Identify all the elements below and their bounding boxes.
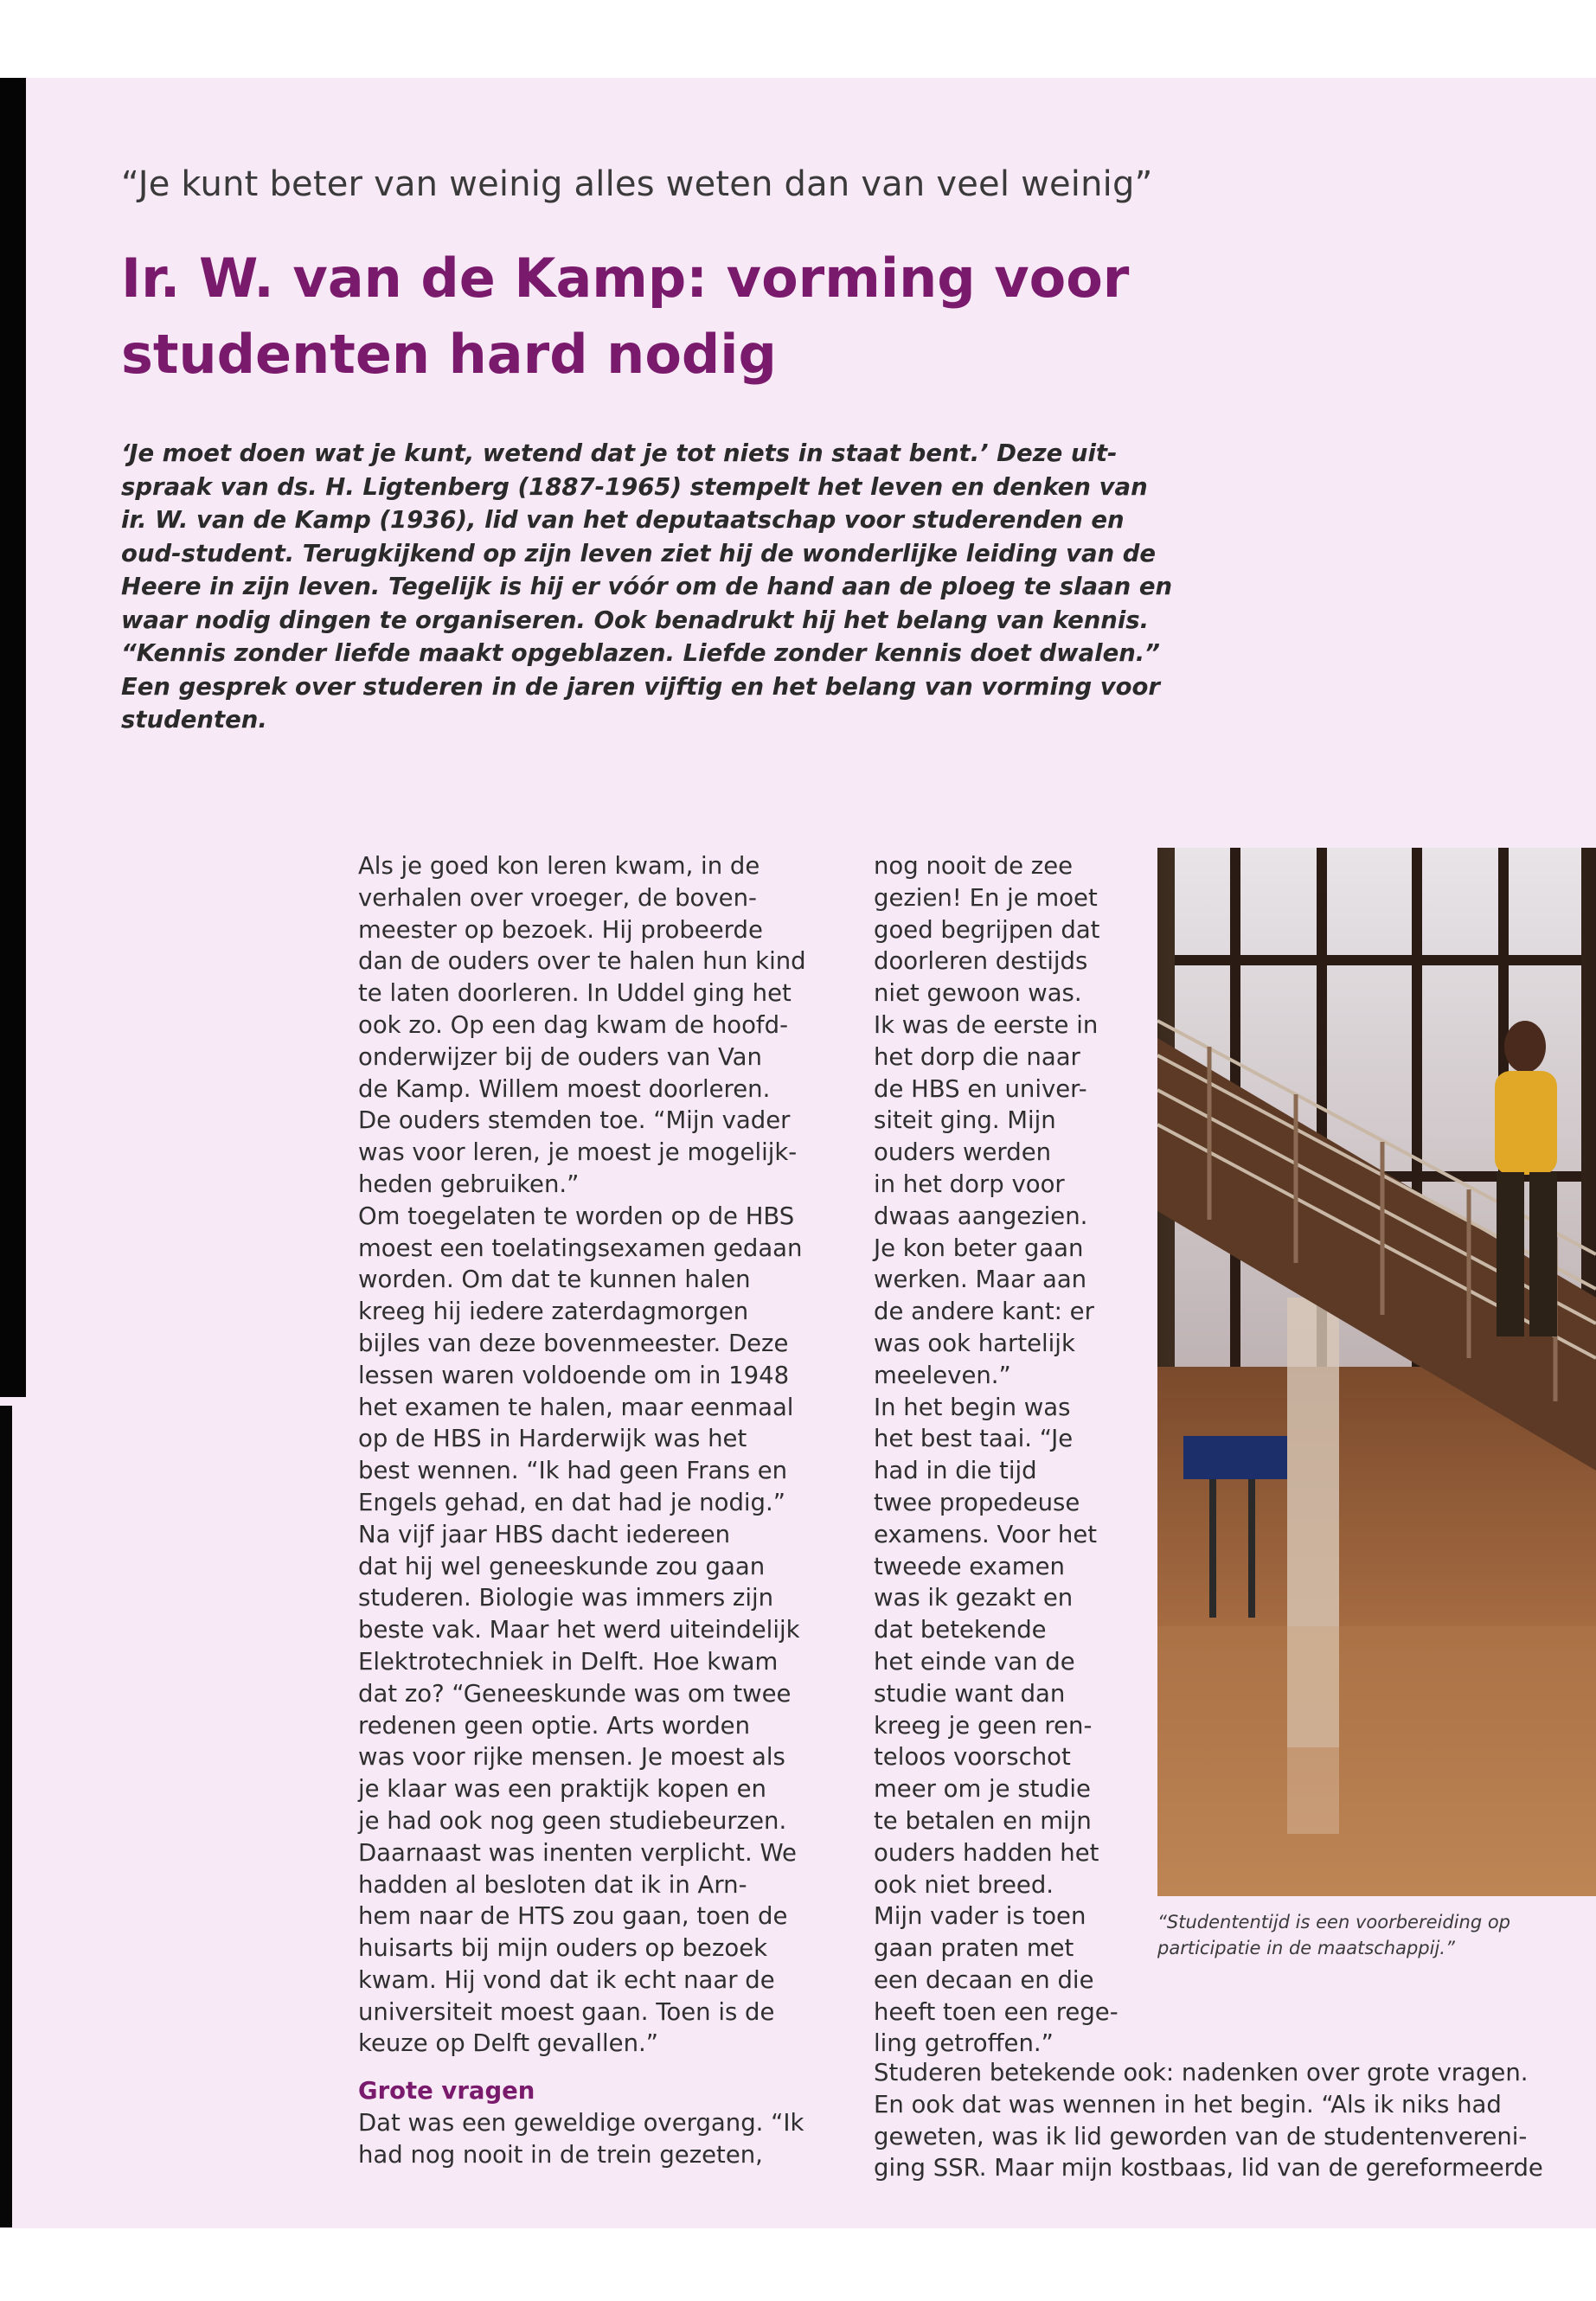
section-subheading: Grote vragen xyxy=(358,2077,535,2106)
text-line: Ik was de eerste in xyxy=(874,1010,1099,1039)
text-line: de HBS en univer- xyxy=(874,1074,1087,1103)
text-line: In het begin was xyxy=(874,1393,1071,1421)
body-column-left xyxy=(358,850,851,2171)
text-line: nog nooit de zee xyxy=(874,852,1074,880)
text-line: niet gewoon was. xyxy=(874,979,1082,1008)
intro-line: studenten. xyxy=(121,706,267,734)
text-line: bijles van deze bovenmeester. Deze xyxy=(358,1329,789,1357)
text-line: kreeg je geen ren- xyxy=(874,1711,1093,1740)
photo-caption xyxy=(1157,1909,1564,1961)
intro-line: “Kennis zonder liefde maakt opgeblazen. Liefde zonder kennis doet dwalen.” xyxy=(121,639,1160,667)
text-line: was voor leren, je moest je mogelijk- xyxy=(358,1138,798,1167)
text-line: dat betekende xyxy=(874,1616,1047,1644)
text-line: best wennen. “Ik had geen Frans en xyxy=(358,1457,788,1485)
intro-line: Een gesprek over studeren in de jaren vijftig en het belang van vorming voor xyxy=(121,672,1160,701)
intro-line: oud-student. Terugkijkend op zijn leven ziet hij de wonderlijke leiding van de xyxy=(121,539,1157,567)
text-line: dat hij wel geneeskunde zou gaan xyxy=(358,1552,766,1580)
text-line: hadden al besloten dat ik in Arn- xyxy=(358,1870,747,1899)
body-full-width-continuation xyxy=(874,2057,1566,2184)
text-line: verhalen over vroeger, de boven- xyxy=(358,883,757,912)
staircase-photo xyxy=(1157,848,1596,1896)
intro-line: ir. W. van de Kamp (1936), lid van het deputaatschap voor studerenden en xyxy=(121,506,1125,534)
text-line: siteit ging. Mijn xyxy=(874,1106,1056,1135)
text-line: de andere kant: er xyxy=(874,1298,1094,1326)
binding-edge-lower xyxy=(0,1406,12,2227)
text-line: De ouders stemden toe. “Mijn vader xyxy=(358,1106,791,1135)
text-line: En ook dat was wennen in het begin. “Als ik niks had xyxy=(874,2090,1502,2118)
text-line: Daarnaast was inenten verplicht. We xyxy=(358,1838,797,1867)
text-line: Mijn vader is toen xyxy=(874,1902,1086,1931)
text-line: teloos voorschot xyxy=(874,1743,1071,1772)
text-line: had nog nooit in de trein gezeten, xyxy=(358,2140,763,2169)
text-line: Engels gehad, en dat had je nodig.” xyxy=(358,1488,785,1516)
text-line: ling getroffen.” xyxy=(874,2029,1054,2058)
text-line: meer om je studie xyxy=(874,1775,1091,1804)
text-line: tweede examen xyxy=(874,1552,1065,1580)
text-line: ouders hadden het xyxy=(874,1838,1099,1867)
text-line: goed begrijpen dat xyxy=(874,915,1100,944)
text-line: ging SSR. Maar mijn kostbaas, lid van de gereformeerde xyxy=(874,2154,1543,2182)
text-line: een decaan en die xyxy=(874,1965,1094,1994)
intro-line: Heere in zijn leven. Tegelijk is hij er vóór om de hand aan de ploeg te slaan en xyxy=(121,573,1173,600)
text-line: je klaar was een praktijk kopen en xyxy=(358,1775,766,1804)
text-line: heeft toen een rege- xyxy=(874,1997,1118,2026)
text-line: universiteit moest gaan. Toen is de xyxy=(358,1997,775,2026)
text-line: beste vak. Maar het werd uiteindelijk xyxy=(358,1616,800,1644)
text-line: doorleren destijds xyxy=(874,947,1088,976)
text-line: hem naar de HTS zou gaan, toen de xyxy=(358,1902,788,1931)
text-line: het best taai. “Je xyxy=(874,1425,1074,1453)
text-line: je had ook nog geen studiebeurzen. xyxy=(358,1806,787,1835)
text-line: meeleven.” xyxy=(874,1361,1011,1389)
text-line: ook zo. Op een dag kwam de hoofd- xyxy=(358,1010,788,1039)
text-line: dwaas aangezien. xyxy=(874,1202,1088,1230)
text-line: dan de ouders over te halen hun kind xyxy=(358,947,806,976)
intro-line: ‘Je moet doen wat je kunt, wetend dat je tot niets in staat bent.’ Deze uit- xyxy=(121,439,1118,467)
text-line: Elektrotechniek in Delft. Hoe kwam xyxy=(358,1647,779,1676)
text-line: studie want dan xyxy=(874,1679,1066,1708)
text-line: studeren. Biologie was immers zijn xyxy=(358,1584,774,1612)
text-line: werken. Maar aan xyxy=(874,1266,1087,1294)
header-quote: “Je kunt beter van weinig alles weten dan van veel weinig” xyxy=(121,164,1153,204)
text-line: op de HBS in Harderwijk was het xyxy=(358,1425,747,1453)
text-line: het examen te halen, maar eenmaal xyxy=(358,1393,794,1421)
text-line: meester op bezoek. Hij probeerde xyxy=(358,915,763,944)
article-title xyxy=(121,240,1332,393)
text-line: Je kon beter gaan xyxy=(874,1234,1084,1262)
binding-edge xyxy=(0,78,26,1397)
text-line: geweten, was ik lid geworden van de studentenvereni- xyxy=(874,2122,1528,2150)
text-line: was ik gezakt en xyxy=(874,1584,1074,1612)
text-line: het einde van de xyxy=(874,1647,1075,1676)
text-line: Als je goed kon leren kwam, in de xyxy=(358,852,760,880)
text-line: Dat was een geweldige overgang. “Ik xyxy=(358,2109,804,2138)
text-line: was voor rijke mensen. Je moest als xyxy=(358,1743,785,1772)
text-line: de Kamp. Willem moest doorleren. xyxy=(358,1074,771,1103)
text-line: Studeren betekende ook: nadenken over grote vragen. xyxy=(874,2059,1529,2086)
text-line: had in die tijd xyxy=(874,1457,1037,1485)
text-line: keuze op Delft gevallen.” xyxy=(358,2029,658,2058)
text-line: ouders werden xyxy=(874,1138,1052,1167)
text-line: heden gebruiken.” xyxy=(358,1170,580,1198)
text-line: te laten doorleren. In Uddel ging het xyxy=(358,979,792,1008)
intro-line: spraak van ds. H. Ligtenberg (1887-1965) stempelt het leven en denken van xyxy=(121,472,1148,501)
text-line: Na vijf jaar HBS dacht iedereen xyxy=(358,1520,731,1548)
text-line: kreeg hij iedere zaterdagmorgen xyxy=(358,1298,749,1326)
text-line: gaan praten met xyxy=(874,1934,1074,1963)
text-line: gezien! En je moet xyxy=(874,883,1098,912)
text-line: redenen geen optie. Arts worden xyxy=(358,1711,750,1740)
intro-line: waar nodig dingen te organiseren. Ook benadrukt hij het belang van kennis. xyxy=(121,606,1150,634)
article-intro xyxy=(121,437,1211,737)
text-line: moest een toelatingsexamen gedaan xyxy=(358,1234,803,1262)
text-line: lessen waren voldoende om in 1948 xyxy=(358,1361,790,1389)
title-line: Ir. W. van de Kamp: vorming voor xyxy=(121,247,1130,310)
text-line: worden. Om dat te kunnen halen xyxy=(358,1266,751,1294)
text-line: te betalen en mijn xyxy=(874,1806,1092,1835)
text-line: het dorp die naar xyxy=(874,1042,1080,1071)
text-line: kwam. Hij vond dat ik echt naar de xyxy=(358,1965,775,1994)
text-line: twee propedeuse xyxy=(874,1488,1080,1516)
caption-line: participatie in de maatschappij.” xyxy=(1157,1938,1455,1958)
text-line: in het dorp voor xyxy=(874,1170,1065,1198)
text-line: Om toegelaten te worden op de HBS xyxy=(358,1202,795,1230)
caption-line: “Studententijd is een voorbereiding op xyxy=(1157,1912,1511,1932)
text-line: was ook hartelijk xyxy=(874,1329,1075,1357)
text-line: ook niet breed. xyxy=(874,1870,1054,1899)
text-line: onderwijzer bij de ouders van Van xyxy=(358,1042,762,1071)
text-line: huisarts bij mijn ouders op bezoek xyxy=(358,1934,768,1963)
text-line: dat zo? “Geneeskunde was om twee xyxy=(358,1679,792,1708)
body-column-middle xyxy=(874,850,1159,2060)
title-line: studenten hard nodig xyxy=(121,323,777,386)
text-line: examens. Voor het xyxy=(874,1520,1098,1548)
